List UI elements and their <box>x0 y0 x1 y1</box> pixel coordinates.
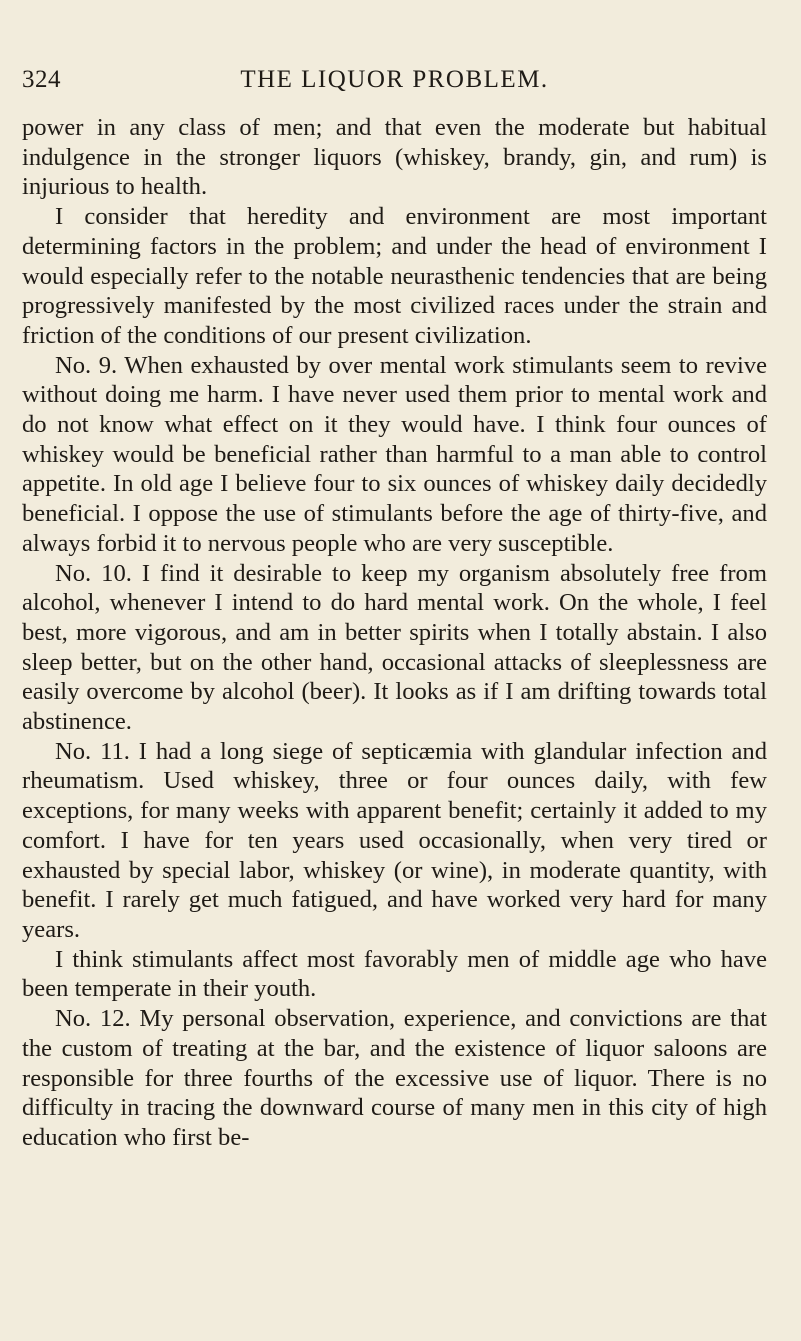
running-head: THE LIQUOR PROBLEM. <box>240 66 549 93</box>
paragraph-middle-age: I think stimulants affect most favorably men of middle age who have been temperate in their youth. <box>22 945 767 1003</box>
paragraph-no-9: No. 9. When exhausted by over mental work stimulants seem to revive without doing me harm. I have never used them prior to mental work and do not know what effect on it they would have. I think four ounces of whiskey would be beneficial rather than harmful to a man able to control appetite. In old age I believe four to six ounces of whiskey daily decidedly beneficial. I oppose the use of stimulants before the age of thirty-five, and always forbid it to nervous people who are very susceptible. <box>22 351 767 557</box>
page-header <box>22 63 767 97</box>
paragraph-continuation: power in any class of men; and that even the moderate but habitual indulgence in the stronger liquors (whiskey, brandy, gin, and rum) is injurious to health. <box>22 114 767 201</box>
paragraph-heredity-environment: I consider that heredity and environment are most important determining factors in the problem; and under the head of environment I would especially refer to the notable neurasthenic tendencies that are being progressively manifested by the most civilized races under the strain and friction of the conditions of our present civilization. <box>22 203 767 349</box>
paragraph-no-12: No. 12. My personal observation, experience, and convictions are that the custom of treating at the bar, and the existence of liquor saloons are responsible for three fourths of the excessive use of liquor. There is no difficulty in tracing the downward course of many men in this city of high education who first be- <box>22 1005 767 1151</box>
page-number: 324 <box>22 66 61 93</box>
paragraph-no-10: No. 10. I find it desirable to keep my organism absolutely free from alcohol, whenever I intend to do hard mental work. On the whole, I feel best, more vigorous, and am in better spirits when I totally abstain. I also sleep better, but on the other hand, occasional attacks of sleeplessness are easily overcome by alcohol (beer). It looks as if I am drifting towards total abstinence. <box>22 559 767 736</box>
paragraph-no-11: No. 11. I had a long siege of septicæmia with glandular infection and rheumatism. Used whiskey, three or four ounces daily, with few exceptions, for many weeks with apparent benefit; certainly it added to my comfort. I have for ten years used occasionally, when very tired or exhausted by special labor, whiskey (or wine), in moderate quantity, with benefit. I rarely get much fatigued, and have worked very hard for many years. <box>22 737 767 943</box>
body-text <box>22 113 767 1153</box>
